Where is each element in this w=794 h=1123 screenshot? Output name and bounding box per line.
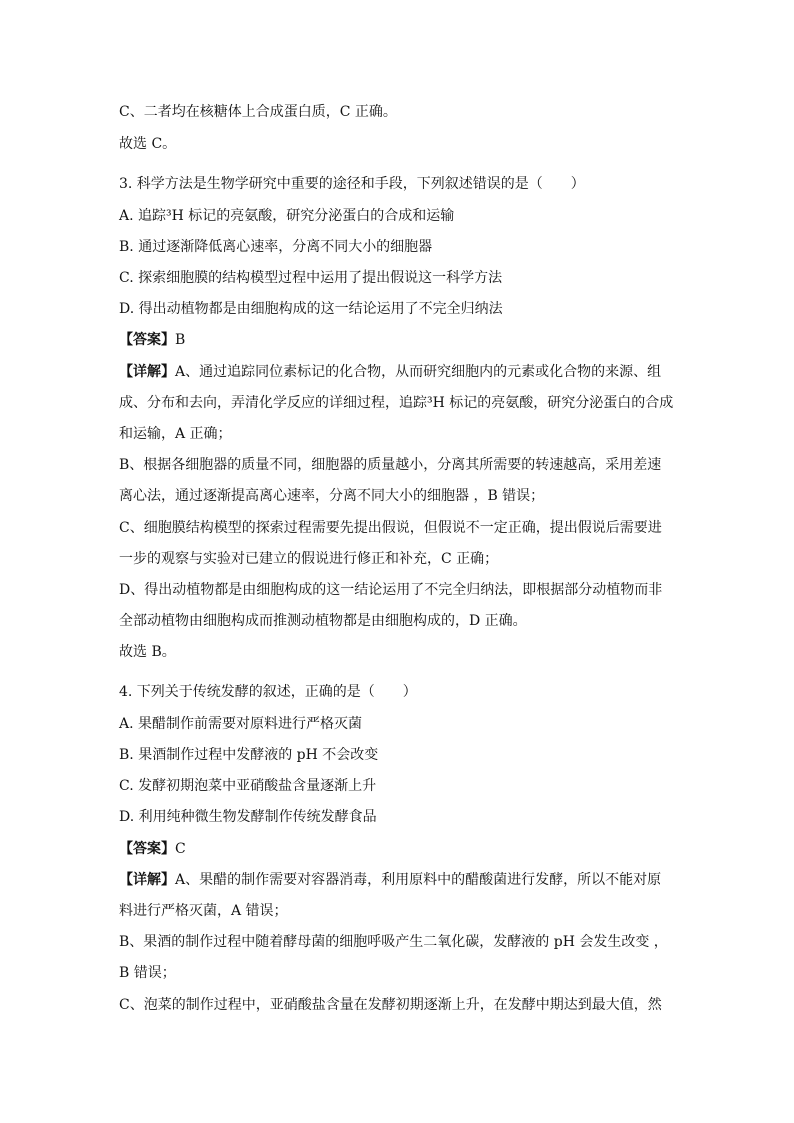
q3-option-c: C. 探索细胞膜的结构模型过程中运用了提出假说这一科学方法 [119, 270, 503, 286]
q3-explain-line: 离心法，通过逐渐提高离心速率，分离不同大小的细胞器 ，B 错误； [119, 488, 545, 504]
q3-explain-line: B、根据各细胞器的质量不同，细胞器的质量越小，分离其所需要的转速越高，采用差速 [119, 457, 662, 473]
q4-explain-text: A、果醋的制作需要对容器消毒，利用原料中的醋酸菌进行发酵，所以不能对原 [175, 872, 662, 888]
q3-stem: 3. 科学方法是生物学研究中重要的途径和手段，下列叙述错误的是（ ） [119, 176, 585, 192]
prev-option-c-explanation: C、二者均在核糖体上合成蛋白质，C 正确。 [119, 104, 397, 120]
q3-option-b: B. 通过逐渐降低离心速率，分离不同大小的细胞器 [119, 239, 433, 255]
q3-explain-line [119, 362, 679, 382]
q4-option-d: D. 利用纯种微生物发酵制作传统发酵食品 [119, 809, 377, 825]
q4-explain-line: 料进行严格灭菌，A 错误； [119, 903, 288, 919]
q3-option-a: A. 追踪³H 标记的亮氨酸，研究分泌蛋白的合成和运输 [119, 208, 455, 224]
q3-answer-label: 【答案】 [119, 332, 175, 348]
q3-explain-line: 一步的观察与实验对已建立的假说进行修正和补充，C 正确； [119, 551, 499, 567]
q4-option-c: C. 发酵初期泡菜中亚硝酸盐含量逐渐上升 [119, 778, 377, 794]
q4-option-a: A. 果醋制作前需要对原料进行严格灭菌 [119, 716, 363, 732]
q4-explain-label: 【详解】 [119, 872, 175, 888]
q4-explain-line [119, 870, 679, 890]
q4-explain-line: B、果酒的制作过程中随着酵母菌的细胞呼吸产生二氧化碳，发酵液的 pH 会发生改变 ， [119, 934, 668, 950]
q3-answer [119, 330, 679, 350]
q4-answer-label: 【答案】 [119, 841, 175, 857]
q3-option-d: D. 得出动植物都是由细胞构成的这一结论运用了不完全归纳法 [119, 301, 503, 317]
q3-explain-line: D、得出动植物都是由细胞构成的这一结论运用了不完全归纳法，即根据部分动植物而非 [119, 582, 663, 598]
q3-explain-line: 成、分布和去向，弄清化学反应的详细过程，追踪³H 标记的亮氨酸，研究分泌蛋白的合成 [119, 395, 674, 411]
q3-explain-text: A、通过追踪同位素标记的化合物，从而研究细胞内的元素或化合物的来源、组 [175, 364, 662, 380]
q4-answer-value: C [175, 841, 186, 857]
q3-conclusion: 故选 B。 [119, 644, 176, 660]
q3-explain-line: C、细胞膜结构模型的探索过程需要先提出假说，但假说不一定正确，提出假说后需要进 [119, 520, 662, 536]
q4-stem: 4. 下列关于传统发酵的叙述，正确的是（ ） [119, 684, 417, 700]
q3-explain-line: 和运输，A 正确； [119, 426, 232, 442]
q3-explain-line: 全部动植物由细胞构成而推测动植物都是由细胞构成的，D 正确。 [119, 613, 527, 629]
q4-explain-line: C、泡菜的制作过程中，亚硝酸盐含量在发酵初期逐渐上升，在发酵中期达到最大值，然 [119, 997, 662, 1013]
q4-answer [119, 839, 679, 859]
q3-explain-label: 【详解】 [119, 364, 175, 380]
q3-answer-value: B [175, 332, 186, 348]
q4-explain-line: B 错误； [119, 965, 176, 981]
q4-option-b: B. 果酒制作过程中发酵液的 pH 不会改变 [119, 747, 379, 763]
prev-conclusion: 故选 C。 [119, 136, 177, 152]
